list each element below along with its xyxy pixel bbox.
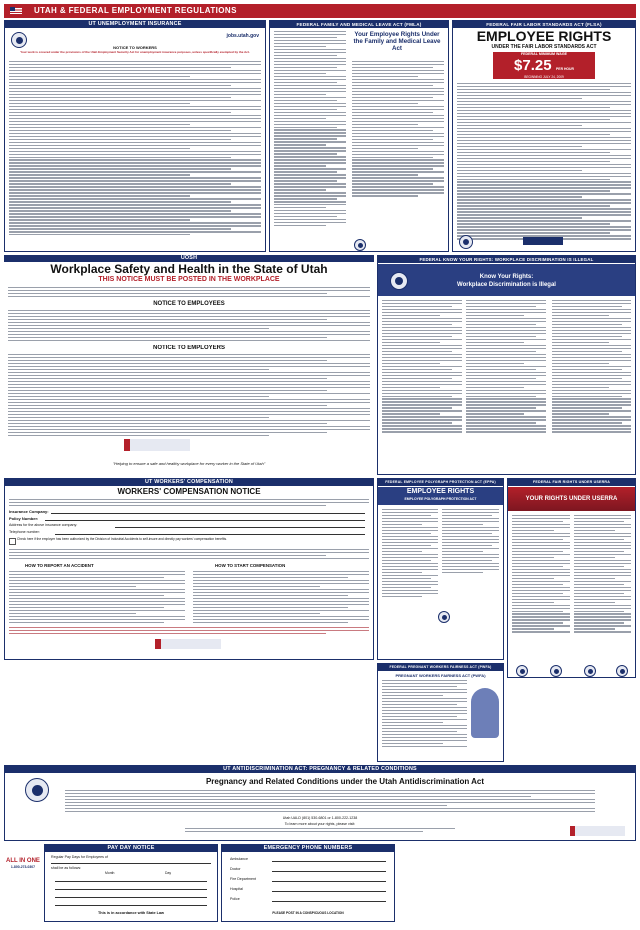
pwfa-text	[382, 680, 467, 749]
know-rights-col2	[466, 300, 546, 434]
userra-section	[507, 478, 636, 678]
antidiscrim-panel	[4, 765, 636, 841]
userra-seal-icon-2	[550, 665, 562, 677]
dol-seal-icon	[459, 235, 473, 249]
know-rights-section-title: FEDERAL KNOW YOUR RIGHTS: WORKPLACE DISCRIMINATION IS ILLEGAL	[378, 256, 635, 263]
emergency-doctor-field[interactable]	[272, 871, 386, 872]
brand-name: ALL IN ONE	[6, 858, 40, 864]
self-insure-checkbox[interactable]	[9, 538, 16, 545]
fmla-section-title: FEDERAL FAMILY AND MEDICAL LEAVE ACT (FMLA)	[270, 21, 448, 28]
uosh-employers-section	[4, 345, 374, 475]
eppa-section	[377, 478, 504, 660]
whd-logo-icon	[354, 239, 366, 251]
unemployment-section	[4, 20, 266, 252]
eeoc-seal-icon	[390, 272, 408, 290]
know-rights-col3	[552, 300, 631, 434]
eppa-banner	[378, 487, 503, 505]
labor-commission-wc-logo-icon	[155, 639, 221, 649]
policy-number-field[interactable]	[45, 520, 365, 521]
pay-day-row-4[interactable]	[55, 905, 207, 906]
eppa-text-left	[382, 509, 438, 599]
pay-day-section	[44, 844, 218, 922]
emergency-hospital-field[interactable]	[272, 891, 386, 892]
emergency-fire-label: Fire Department	[230, 877, 256, 881]
antidiscrim-section-title: UT ANTIDISCRIMINATION ACT: PREGNANCY & RELATED CONDITIONS	[5, 766, 635, 773]
workers-comp-section	[4, 478, 374, 660]
uosh-section	[4, 255, 374, 345]
flag-icon	[10, 7, 22, 15]
uosh-subtitle: THIS NOTICE MUST BE POSTED IN THE WORKPLACE	[98, 276, 280, 283]
min-wage-per-hour: PER HOUR	[556, 67, 574, 71]
uosh-notice-employers: NOTICE TO EMPLOYERS	[153, 345, 225, 351]
know-rights-banner-line2: Workplace Discrimination is Illegal	[457, 282, 556, 288]
uosh-intro-text	[8, 287, 370, 299]
min-wage-label: FEDERAL MINIMUM WAGE	[520, 52, 568, 56]
userra-banner	[508, 487, 635, 511]
min-wage-banner	[493, 52, 595, 79]
pay-day-line2: shall be as follows:	[51, 866, 82, 870]
pay-day-month-label: Month	[105, 871, 115, 875]
self-insure-text: Check here if the employer has been authorized by the Division of Industrial Accidents to self-insure and directly pay workers' compensation benefits.	[17, 537, 228, 541]
emergency-police-field[interactable]	[272, 901, 386, 902]
eppa-title: EMPLOYEE RIGHTS	[406, 488, 475, 495]
antidiscrim-section	[4, 663, 374, 762]
labor-law-poster	[4, 4, 636, 926]
emergency-police-label: Police	[230, 897, 240, 901]
poster-title: UTAH & FEDERAL EMPLOYMENT REGULATIONS	[34, 6, 237, 15]
insurance-company-label: Insurance Company:	[9, 509, 49, 514]
unemployment-notice-title: NOTICE TO WORKERS	[113, 45, 157, 50]
fmla-headline: Your Employee Rights Under the Family and Medical Leave Act	[353, 31, 441, 52]
min-wage-effective: BEGINNING JULY 24, 2009	[524, 75, 564, 79]
userra-seal-icon-1	[516, 665, 528, 677]
policy-number-label: Policy Number:	[9, 516, 39, 521]
report-accident-heading: HOW TO REPORT AN ACCIDENT	[25, 563, 94, 568]
emergency-fire-field[interactable]	[272, 881, 386, 882]
pay-day-footer: This is in accordance with State Law	[97, 911, 165, 915]
userra-banner-text: YOUR RIGHTS UNDER USERRA	[525, 496, 618, 502]
fmla-section	[269, 20, 449, 252]
fmla-text-right	[352, 61, 444, 198]
flsa-title: EMPLOYEE RIGHTS	[476, 28, 612, 44]
uosh-section-title: UOSH	[4, 255, 374, 262]
unemployment-text	[9, 61, 261, 237]
eppa-text-right	[442, 509, 499, 575]
flsa-section-title: FEDERAL FAIR LABOR STANDARDS ACT (FLSA)	[453, 21, 635, 28]
whd-mark-icon	[523, 237, 563, 245]
pay-day-row-1[interactable]	[55, 881, 207, 882]
report-accident-text	[9, 571, 185, 625]
emergency-section-title: EMERGENCY PHONE NUMBERS	[222, 845, 394, 852]
unemployment-section-title: UT UNEMPLOYMENT INSURANCE	[5, 21, 265, 28]
pwfa-section-title: FEDERAL PREGNANT WORKERS FAIRNESS ACT (PWFA)	[378, 664, 503, 671]
userra-seal-icon-4	[616, 665, 628, 677]
workers-comp-section-title: UT WORKERS' COMPENSATION	[5, 479, 373, 486]
emergency-ambulance-field[interactable]	[272, 861, 386, 862]
userra-text-left	[512, 515, 570, 634]
workers-comp-title: WORKERS' COMPENSATION NOTICE	[117, 487, 261, 496]
pay-day-row-2[interactable]	[55, 889, 207, 890]
pay-day-day-label: Day	[165, 871, 172, 875]
emergency-doctor-label: Doctor	[230, 867, 241, 871]
pay-day-row-3[interactable]	[55, 897, 207, 898]
pay-day-employer-field[interactable]	[51, 863, 211, 864]
know-rights-banner-line1: Know Your Rights:	[479, 274, 534, 280]
address-field[interactable]	[115, 527, 365, 528]
uosh-notice-employees: NOTICE TO EMPLOYEES	[153, 301, 225, 307]
antidiscrim-learn-more: To learn more about your rights, please visit:	[284, 822, 356, 826]
labor-commission-logo-icon	[124, 439, 190, 451]
unemployment-subtitle: Your work is covered under the provisions of the Utah Employment Security Act for unemployment insurance purposes, unless specifically exempted by the Act.	[20, 50, 250, 54]
uosh-title: Workplace Safety and Health in the State of Utah	[50, 262, 328, 276]
workers-comp-body	[9, 549, 369, 561]
eppa-subtitle: EMPLOYEE POLYGRAPH PROTECTION ACT	[404, 497, 477, 501]
uosh-employees-text	[8, 310, 370, 343]
fmla-text-left	[274, 31, 346, 228]
userra-seal-icon-3	[584, 665, 596, 677]
antidiscrim-title: Pregnancy and Related Conditions under the Utah Antidiscrimination Act	[205, 777, 485, 786]
antidiscrim-text	[65, 790, 595, 814]
pwfa-section	[377, 663, 504, 762]
flsa-text	[457, 83, 631, 241]
eppa-section-title: FEDERAL EMPLOYEE POLYGRAPH PROTECTION ACT (EPPA)	[378, 479, 503, 486]
pay-day-section-title: PAY DAY NOTICE	[45, 845, 217, 852]
min-wage-amount: $7.25	[514, 57, 552, 74]
antidiscrim-phone: Utah UALD (801) 530-6801 or 1-800-222-1238	[282, 816, 358, 820]
emergency-hospital-label: Hospital	[230, 887, 243, 891]
flsa-subtitle: UNDER THE FAIR LABOR STANDARDS ACT	[491, 44, 597, 50]
telephone-label: Telephone number:	[9, 530, 40, 534]
telephone-field[interactable]	[55, 534, 365, 535]
antidiscrim-labor-logo-icon	[570, 826, 625, 836]
userra-text-right	[574, 515, 631, 634]
pay-day-line1: Regular Pay Days for Employees of	[51, 855, 108, 859]
emergency-section	[221, 844, 395, 922]
userra-section-title: FEDERAL FAIR RIGHTS UNDER USERRA	[508, 479, 635, 486]
antidiscrim-links	[185, 828, 455, 834]
start-comp-text	[193, 571, 369, 625]
pwfa-title: PREGNANT WORKERS FAIRNESS ACT (PWFA)	[395, 673, 486, 678]
uosh-employers-text	[8, 354, 370, 438]
unemployment-website: jobs.utah.gov	[226, 33, 259, 39]
know-rights-section	[377, 255, 636, 475]
emergency-ambulance-label: Ambulance	[230, 857, 248, 861]
emergency-footer: PLEASE POST IN A CONSPICUOUS LOCATION	[272, 911, 344, 915]
start-comp-heading: HOW TO START COMPENSATION	[215, 563, 286, 568]
poster-header	[4, 4, 636, 18]
brand-phone: 1-800-273-0307	[10, 865, 36, 869]
address-label: Address for the above insurance company:	[9, 523, 78, 527]
know-rights-col1	[382, 300, 462, 434]
eppa-dol-seal-icon	[438, 611, 450, 623]
brand-logo	[4, 844, 42, 922]
insurance-company-field[interactable]	[51, 513, 365, 514]
workers-comp-intro	[9, 499, 369, 508]
pwfa-illustration-icon	[471, 688, 499, 738]
uosh-footer: "Helping to ensure a safe and healthy workplace for every worker in the State of Utah"	[112, 461, 266, 466]
fraud-text	[9, 627, 369, 636]
know-rights-banner	[378, 264, 635, 296]
flsa-section	[452, 20, 636, 252]
utah-seal-icon	[25, 778, 49, 802]
